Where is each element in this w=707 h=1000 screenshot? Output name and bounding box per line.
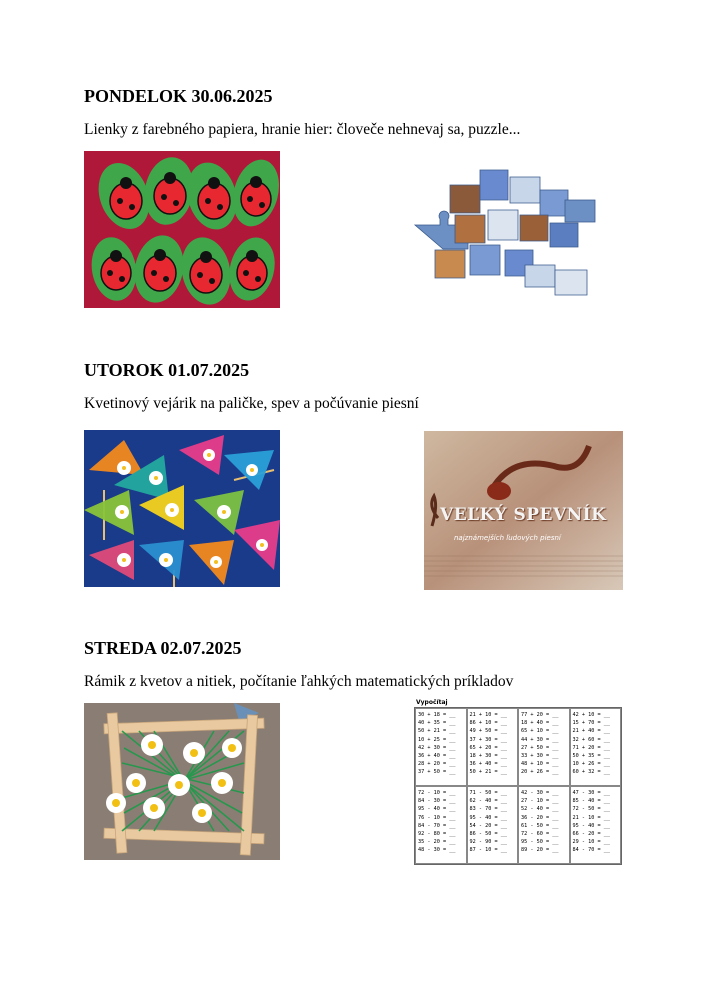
worksheet-cell [518, 786, 570, 864]
worksheet-line: 10 + 26 = __ [572, 761, 610, 768]
worksheet-line: 29 - 10 = __ [572, 839, 610, 846]
worksheet-heading: Vypočítaj [416, 699, 448, 706]
worksheet-line: 71 - 50 = __ [469, 790, 507, 796]
day-title-monday: PONDELOK 30.06.2025 [84, 86, 273, 106]
worksheet-line: 28 + 20 = __ [418, 761, 456, 768]
worksheet-cell [467, 708, 519, 786]
worksheet-line: 21 + 40 = __ [572, 728, 610, 735]
worksheet-cell [570, 708, 622, 786]
worksheet-line: 89 - 20 = __ [521, 847, 559, 854]
worksheet-line: 77 + 20 = __ [521, 712, 559, 718]
worksheet-line: 30 + 18 = __ [418, 712, 456, 718]
worksheet-line: 50 + 21 = __ [469, 769, 507, 776]
worksheet-line: 83 - 70 = __ [469, 806, 507, 813]
worksheet-line: 61 - 50 = __ [521, 822, 559, 829]
worksheet-line: 92 - 90 = __ [469, 839, 507, 846]
worksheet-line: 40 + 35 = __ [418, 720, 456, 727]
worksheet-line: 65 + 20 = __ [469, 744, 507, 751]
worksheet-line: 62 - 40 = __ [469, 798, 507, 805]
worksheet-line: 18 + 30 = __ [469, 753, 507, 760]
worksheet-line: 21 - 10 = __ [572, 814, 610, 821]
day-description-tuesday: Kvetinový vejárik na paličke, spev a počúvanie piesní [84, 395, 419, 412]
worksheet-line: 48 - 30 = __ [418, 847, 456, 854]
worksheet-line: 37 + 50 = __ [418, 769, 456, 776]
math-worksheet-image [410, 698, 623, 866]
worksheet-line: 76 - 10 = __ [418, 814, 456, 821]
worksheet-line: 36 + 40 = __ [418, 753, 456, 760]
worksheet-line: 86 - 50 = __ [469, 831, 507, 838]
worksheet-line: 27 + 50 = __ [521, 744, 559, 751]
ladybug-craft-image [84, 151, 280, 308]
songbook-subtitle: najznámejších ľudových piesní [454, 534, 561, 542]
worksheet-line: 27 - 10 = __ [521, 798, 559, 805]
worksheet-line: 32 + 60 = __ [572, 736, 610, 743]
worksheet-line: 10 + 25 = __ [418, 736, 456, 743]
worksheet-line: 35 - 20 = __ [418, 839, 456, 846]
worksheet-line: 72 - 50 = __ [572, 806, 610, 813]
worksheet-cell [518, 708, 570, 786]
worksheet-line: 60 + 32 = __ [572, 769, 610, 776]
worksheet-line: 95 - 40 = __ [418, 806, 456, 813]
worksheet-line: 95 - 50 = __ [521, 839, 559, 846]
worksheet-line: 36 - 20 = __ [521, 814, 559, 821]
worksheet-line: 72 - 10 = __ [418, 790, 456, 796]
worksheet-line: 15 + 70 = __ [572, 720, 610, 727]
songbook-title: VEĽKÝ SPEVNÍK [440, 505, 607, 525]
worksheet-line: 86 + 10 = __ [469, 720, 507, 727]
worksheet-cell [415, 708, 467, 786]
day-title-wednesday: STREDA 02.07.2025 [84, 638, 242, 658]
worksheet-line: 50 + 21 = __ [418, 728, 456, 735]
day-title-tuesday: UTOROK 01.07.2025 [84, 360, 250, 380]
worksheet-grid [414, 707, 622, 865]
worksheet-cell [467, 786, 519, 864]
day-description-wednesday: Rámik z kvetov a nitiek, počítanie ľahkých matematických príkladov [84, 673, 514, 690]
worksheet-line: 92 - 80 = __ [418, 831, 456, 838]
worksheet-line: 42 + 10 = __ [572, 712, 610, 718]
worksheet-line: 84 - 70 = __ [418, 822, 456, 829]
worksheet-line: 66 - 20 = __ [572, 831, 610, 838]
worksheet-line: 87 - 10 = __ [469, 847, 507, 854]
worksheet-line: 47 - 30 = __ [572, 790, 610, 796]
worksheet-line: 36 + 40 = __ [469, 761, 507, 768]
worksheet-line: 49 + 50 = __ [469, 728, 507, 735]
flower-fan-craft-image [84, 430, 280, 587]
worksheet-line: 52 - 40 = __ [521, 806, 559, 813]
worksheet-cell [415, 786, 467, 864]
worksheet-line: 84 - 70 = __ [572, 847, 610, 854]
worksheet-line: 50 + 35 = __ [572, 753, 610, 760]
worksheet-line: 72 - 60 = __ [521, 831, 559, 838]
worksheet-line: 48 + 10 = __ [521, 761, 559, 768]
songbook-cover-image [424, 431, 623, 590]
worksheet-cell [570, 786, 622, 864]
flower-frame-craft-image [84, 703, 280, 860]
worksheet-line: 33 + 30 = __ [521, 753, 559, 760]
worksheet-line: 21 + 10 = __ [469, 712, 507, 718]
worksheet-line: 54 - 20 = __ [469, 822, 507, 829]
worksheet-line: 18 + 40 = __ [521, 720, 559, 727]
worksheet-line: 42 - 30 = __ [521, 790, 559, 796]
worksheet-line: 65 + 10 = __ [521, 728, 559, 735]
worksheet-line: 95 - 40 = __ [572, 822, 610, 829]
worksheet-line: 42 + 30 = __ [418, 744, 456, 751]
worksheet-line: 85 - 40 = __ [572, 798, 610, 805]
worksheet-line: 20 + 26 = __ [521, 769, 559, 776]
worksheet-line: 37 + 30 = __ [469, 736, 507, 743]
worksheet-line: 44 + 30 = __ [521, 736, 559, 743]
day-description-monday: Lienky z farebného papiera, hranie hier: človeče nehnevaj sa, puzzle... [84, 121, 521, 138]
worksheet-line: 84 - 30 = __ [418, 798, 456, 805]
worksheet-line: 71 + 20 = __ [572, 744, 610, 751]
worksheet-line: 95 - 40 = __ [469, 814, 507, 821]
puzzle-pieces-image [410, 165, 600, 300]
